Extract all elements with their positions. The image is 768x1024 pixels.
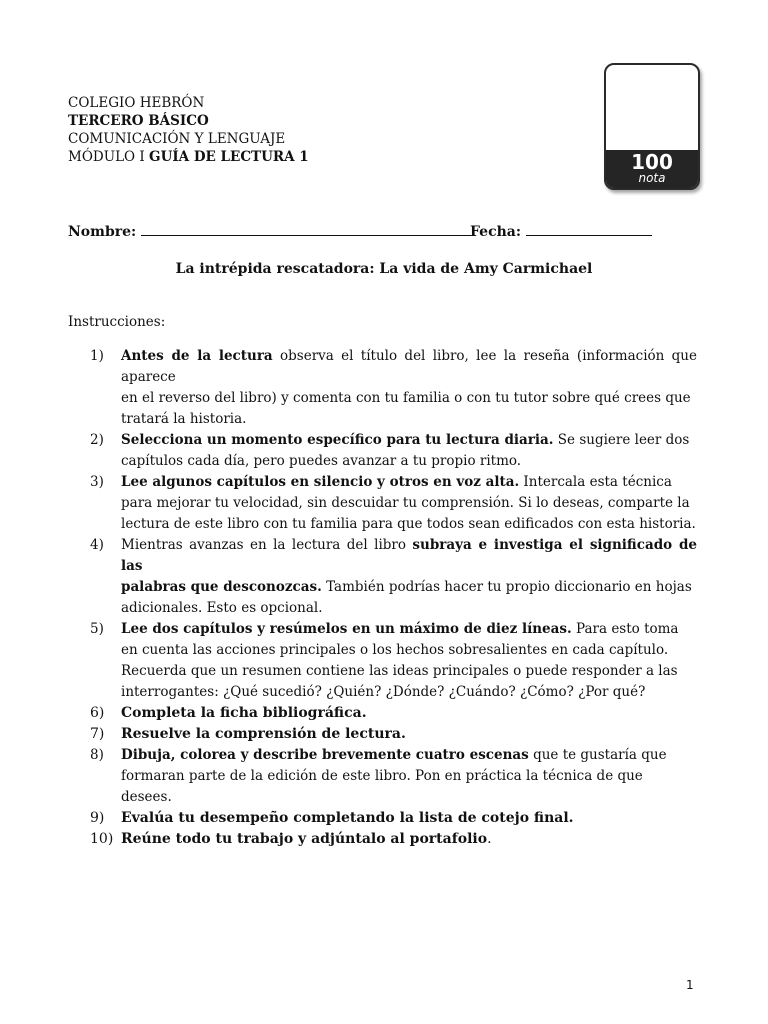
item-bold-text: Antes de la lectura [121, 348, 273, 364]
list-item [68, 430, 697, 472]
item-line [121, 472, 697, 493]
item-line [121, 724, 697, 745]
module-title: GUÍA DE LECTURA 1 [149, 149, 309, 165]
list-item [68, 535, 697, 619]
name-field [68, 224, 471, 240]
item-number: 2) [90, 432, 104, 448]
item-text: Para esto toma [571, 621, 679, 637]
item-line [121, 430, 697, 451]
list-item [68, 619, 697, 703]
document-title: La intrépida rescatadora: La vida de Amy Carmichael [175, 261, 593, 277]
subject-name: COMUNICACIÓN Y LENGUAJE [68, 131, 286, 147]
school-name: COLEGIO HEBRÓN [68, 95, 205, 111]
list-item [68, 808, 697, 829]
item-text: . [487, 831, 492, 847]
item-bold-text: Reúne todo tu trabajo y adjúntalo al portafolio [121, 831, 488, 847]
item-line: lectura de este libro con tu familia para que todos sean edificados con esta historia. [121, 516, 696, 532]
item-number: 6) [90, 705, 105, 721]
date-field [470, 224, 652, 240]
date-blank [526, 224, 652, 236]
item-number: 10) [90, 831, 114, 847]
item-bold-text: Dibuja, colorea y describe brevemente cuatro escenas [121, 747, 529, 763]
item-line: formaran parte de la edición de este libro. Pon en práctica la técnica de que [121, 768, 643, 784]
item-line [121, 577, 697, 598]
item-line [121, 346, 697, 388]
item-bold-text: Lee algunos capítulos en silencio y otros en voz alta. [121, 474, 520, 490]
item-bold-text: Selecciona un momento específico para tu lectura diaria. [121, 432, 554, 448]
list-item [68, 346, 697, 430]
grade-box [604, 63, 700, 190]
item-number: 4) [90, 537, 104, 553]
item-line: adicionales. Esto es opcional. [121, 600, 323, 616]
date-label: Fecha: [470, 224, 522, 240]
list-item [68, 829, 697, 850]
document-header [68, 94, 309, 166]
name-blank [141, 224, 471, 236]
grade-box-footer [606, 150, 698, 188]
item-bold-text: palabras que desconozcas. [121, 579, 322, 595]
item-line [121, 829, 697, 850]
item-number: 9) [90, 810, 105, 826]
module-prefix: MÓDULO I [68, 149, 150, 165]
item-bold-text: Lee dos capítulos y resúmelos en un máximo de diez líneas. [121, 621, 572, 637]
item-text: También podrías hacer tu propio diccionario en hojas [321, 579, 692, 595]
item-line: desees. [121, 789, 172, 805]
item-bold-text: Resuelve la comprensión de lectura. [121, 726, 406, 742]
item-line: interrogantes: ¿Qué sucedió? ¿Quién? ¿Dónde? ¿Cuándo? ¿Cómo? ¿Por qué? [121, 684, 646, 700]
item-text: observa el título del libro, lee la reseña (información que aparece [121, 348, 697, 385]
item-line: en cuenta las acciones principales o los hechos sobresalientes en cada capítulo. [121, 642, 669, 658]
instructions-label: Instrucciones: [68, 314, 166, 330]
list-item [68, 472, 697, 535]
item-number: 5) [90, 621, 104, 637]
item-number: 8) [90, 747, 104, 763]
item-line [121, 808, 697, 829]
list-item [68, 745, 697, 808]
item-text: Se sugiere leer dos [553, 432, 690, 448]
grade-level: TERCERO BÁSICO [68, 113, 209, 129]
item-text: Intercala esta técnica [519, 474, 672, 490]
item-line: tratará la historia. [121, 411, 247, 427]
item-line: en el reverso del libro) y comenta con tu familia o con tu tutor sobre qué crees que [121, 390, 691, 406]
item-bold-text: Evalúa tu desempeño completando la lista de cotejo final. [121, 810, 574, 826]
item-line [121, 703, 697, 724]
item-number: 3) [90, 474, 104, 490]
item-line [121, 535, 697, 577]
module-line [68, 148, 309, 166]
grade-label: nota [638, 171, 666, 185]
grade-score: 100 [631, 150, 673, 174]
item-line [121, 745, 697, 766]
list-item [68, 703, 697, 724]
item-number: 1) [90, 348, 104, 364]
item-number: 7) [90, 726, 105, 742]
name-label: Nombre: [68, 224, 137, 240]
item-line: para mejorar tu velocidad, sin descuidar tu comprensión. Si lo deseas, comparte la [121, 495, 690, 511]
item-bold-text: Completa la ficha bibliográfica. [121, 705, 367, 721]
item-text: Mientras avanzas en la lectura del libro [121, 537, 413, 553]
list-item [68, 724, 697, 745]
instructions-list [68, 346, 697, 850]
item-bold-text: subraya e investiga el significado de las [121, 537, 697, 574]
item-line: Recuerda que un resumen contiene las ideas principales o puede responder a las [121, 663, 678, 679]
page-number: 1 [686, 978, 694, 992]
item-line: capítulos cada día, pero puedes avanzar a tu propio ritmo. [121, 453, 522, 469]
item-line [121, 619, 697, 640]
item-text: que te gustaría que [528, 747, 667, 763]
